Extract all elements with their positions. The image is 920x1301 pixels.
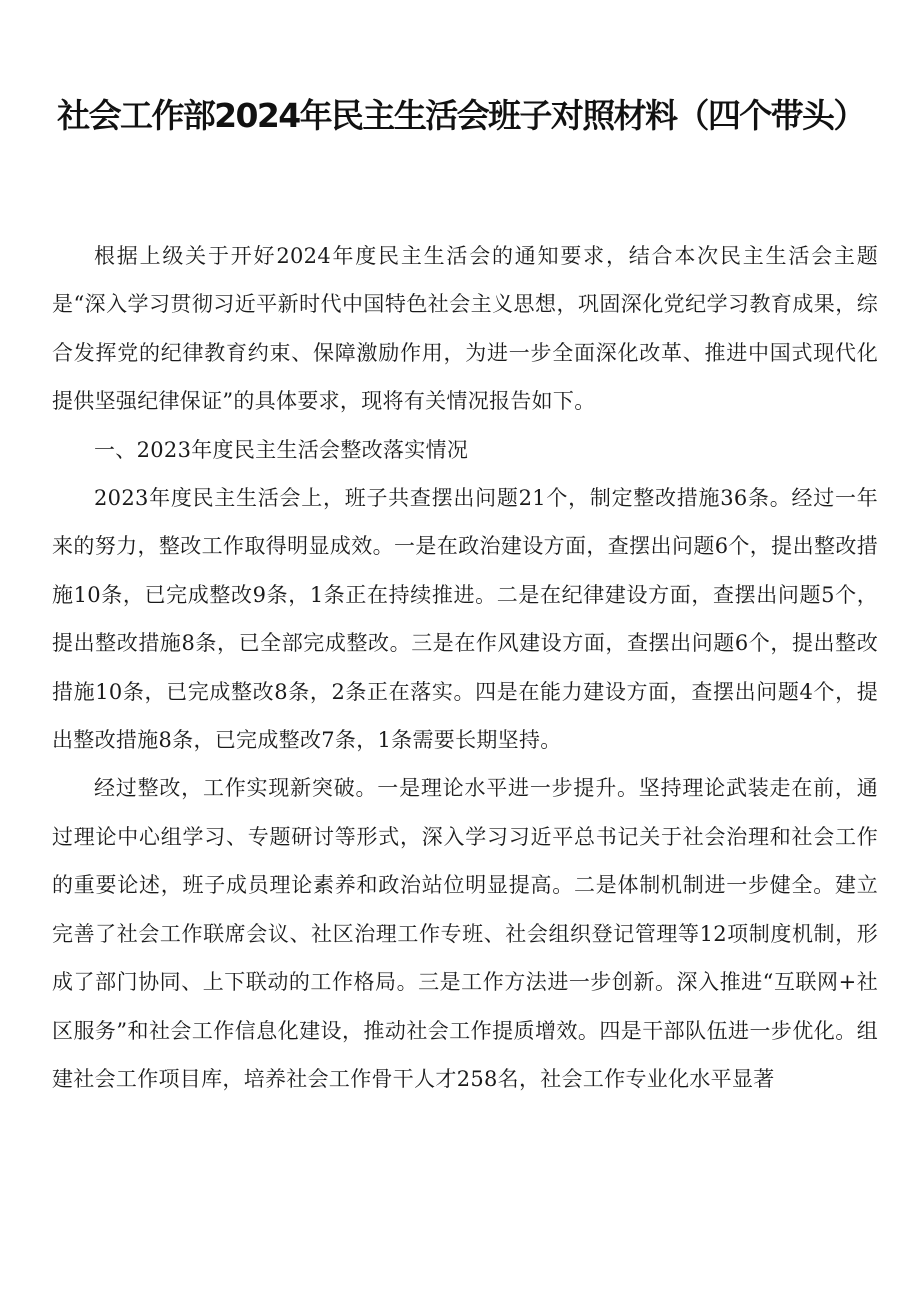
document-title: 社会工作部2024年民主生活会班子对照材料（四个带头） <box>57 96 865 135</box>
rectification-paragraph: 2023年度民主生活会上，班子共查摆出问题21个，制定整改措施36条。经过一年来的努力，整改工作取得明显成效。一是在政治建设方面，查摆出问题6个，提出整改措施10条，已完成整改9条，1条正在持续推进。二是在纪律建设方面，查摆出问题5个，提出整改措施8条，已全部完成整改。三是在作风建设方面，查摆出问题6个，提出整改措施10条，已完成整改8条，2条正在落实。四是在能力建设方面，查摆出问题4个，提出整改措施8条，已完成整改7条，1条需要长期坚持。 <box>52 486 878 753</box>
intro-paragraph: 根据上级关于开好2024年度民主生活会的通知要求，结合本次民主生活会主题是“深入学习贯彻习近平新时代中国特色社会主义思想，巩固深化党纪学习教育成果，综合发挥党的纪律教育约束、保障激励作用，为进一步全面深化改革、推进中国式现代化提供坚强纪律保证”的具体要求，现将有关情况报告如下。 <box>52 244 878 414</box>
achievements-paragraph: 经过整改，工作实现新突破。一是理论水平进一步提升。坚持理论武装走在前，通过理论中心组学习、专题研讨等形式，深入学习习近平总书记关于社会治理和社会工作的重要论述，班子成员理论素养和政治站位明显提高。二是体制机制进一步健全。建立完善了社会工作联席会议、社区治理工作专班、社会组织登记管理等12项制度机制，形成了部门协同、上下联动的工作格局。三是工作方法进一步创新。深入推进“互联网+社区服务”和社会工作信息化建设，推动社会工作提质增效。四是干部队伍进一步优化。组建社会工作项目库，培养社会工作骨干人才258名，社会工作专业化水平显著 <box>52 776 878 1091</box>
section-heading: 一、2023年度民主生活会整改落实情况 <box>94 437 469 462</box>
document-body <box>52 232 878 1103</box>
